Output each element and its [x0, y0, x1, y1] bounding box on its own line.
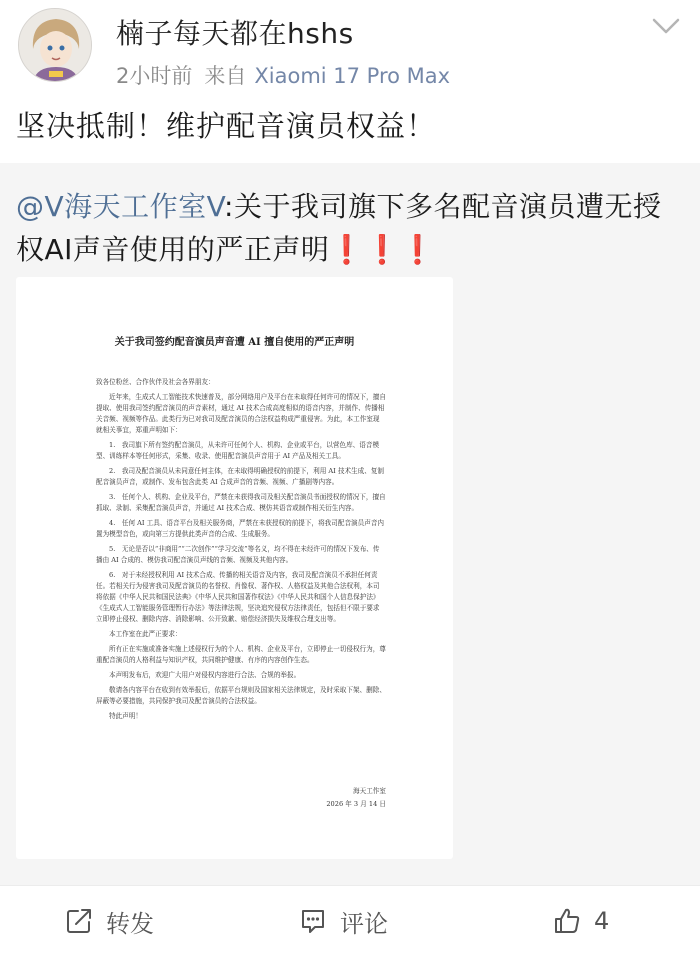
post-meta — [116, 60, 450, 90]
statement-date: 2026 年 3 月 14 日 — [326, 800, 386, 808]
like-button[interactable] — [552, 904, 609, 938]
post-header — [0, 0, 700, 100]
statement-body — [96, 377, 386, 726]
chevron-down-icon[interactable] — [646, 12, 686, 42]
repost-label: 转发 — [106, 909, 154, 938]
repost-text — [16, 185, 684, 271]
avatar-illustration — [19, 9, 92, 82]
like-count: 4 — [594, 907, 610, 935]
mention-link[interactable]: @V海天工作室V — [16, 190, 225, 223]
comment-label: 评论 — [340, 909, 388, 938]
share-icon — [64, 906, 94, 936]
statement-paragraph: 近年来，生成式人工智能技术快速普及，部分网络用户及平台在未取得任何许可的情况下，擅自提取、使用我司签约配音演员的声音素材，通过 AI 技术合成高度相似的语音内容，并制作、传播相关音频、视频等作品。此类行为已对我司及配音演员的合法权益构成严重侵害。为此，本工作室现就相关事宜，郑重声明如下： — [96, 393, 386, 434]
post-time: 2小时前 — [116, 64, 193, 88]
statement-paragraph: 5. 无论是否以“非商用”“二次创作”“学习交流”等名义，均不得在未经许可的情况下发布、传播由 AI 合成的、模仿我司配音演员声线的音频、视频及其他内容。 — [96, 545, 380, 564]
statement-signature-block — [276, 785, 386, 811]
statement-paragraph: 本工作室在此严正要求： — [109, 630, 182, 638]
statement-paragraph: 所有正在实施或准备实施上述侵权行为的个人、机构、企业及平台，立即停止一切侵权行为，尊重配音演员的人格利益与知识产权，共同维护健康、有序的内容创作生态。 — [96, 645, 386, 664]
device-name[interactable]: Xiaomi 17 Pro Max — [254, 64, 451, 88]
statement-salutation: 致各位粉丝、合作伙伴及社会各界朋友： — [96, 378, 215, 386]
comment-button[interactable] — [298, 904, 388, 938]
repost-button[interactable] — [64, 904, 154, 938]
statement-signature: 海天工作室 — [353, 787, 386, 795]
emphasis-marks: ❗❗❗ — [329, 233, 436, 266]
source-prefix: 来自 — [204, 64, 247, 88]
statement-paragraph: 敬请各内容平台在收到有效举报后，依据平台规则及国家相关法律规定，及时采取下架、删除、屏蔽等必要措施，共同保护我司及配音演员的合法权益。 — [96, 686, 386, 705]
statement-paragraph: 4. 任何 AI 工具、语音平台及相关服务商，严禁在未获授权的前提下，将我司配音演员声音内置为模型音色，或向第三方提供此类声音的合成、生成服务。 — [96, 519, 385, 538]
comment-icon — [298, 906, 328, 936]
avatar[interactable] — [18, 8, 92, 82]
repost-body: :关于我司旗下多名配音演员遭无授权AI声音使用的严正声明 — [16, 190, 662, 266]
statement-image[interactable] — [16, 277, 453, 859]
repost-card[interactable] — [0, 163, 700, 885]
statement-paragraph: 3. 任何个人、机构、企业及平台，严禁在未获得我司及相关配音演员书面授权的情况下，擅自抓取、录制、采集配音演员声音，并通过 AI 技术合成、模仿其语音或制作相关衍生内容。 — [96, 493, 386, 512]
statement-paragraph: 本声明发布后，欢迎广大用户对侵权内容进行合法、合规的举报。 — [109, 671, 301, 679]
statement-title: 关于我司签约配音演员声音遭 AI 擅自使用的严正声明 — [114, 337, 355, 348]
statement-paragraph: 6. 对于未经授权利用 AI 技术合成、传播的相关语音及内容，我司及配音演员不承担任何责任。若相关行为侵害我司及配音演员的名誉权、肖像权、著作权、人格权益及其他合法权利，本司将依据《中华人民共和国民法典》《中华人民共和国著作权法》《中华人民共和国个人信息保护法》《生成式人工智能服务管理暂行办法》等法律法规，坚决追究侵权方法律责任，包括但不限于要求立即停止侵权、删除内容、消除影响、公开致歉、赔偿经济损失及维权合理支出等。 — [96, 571, 380, 623]
thumbs-up-icon — [552, 906, 582, 936]
action-bar — [0, 885, 700, 957]
post-text: 坚决抵制！维护配音演员权益！ — [16, 109, 437, 143]
statement-paragraph: 2. 我司及配音演员从未同意任何主体，在未取得明确授权的前提下，利用 AI 技术生成、复制配音演员声音，或制作、发布包含此类 AI 合成声音的音频、视频、广播剧等内容。 — [96, 467, 385, 486]
statement-paragraph: 特此声明！ — [109, 712, 142, 720]
username[interactable]: 楠子每天都在hshs — [116, 17, 354, 50]
statement-paragraph: 1. 我司旗下所有签约配音演员，从未许可任何个人、机构、企业或平台，以营色库、语音模型、训练样本等任何形式，采集、收录、使用配音演员声音用于 AI 产品及相关工具。 — [96, 441, 380, 460]
